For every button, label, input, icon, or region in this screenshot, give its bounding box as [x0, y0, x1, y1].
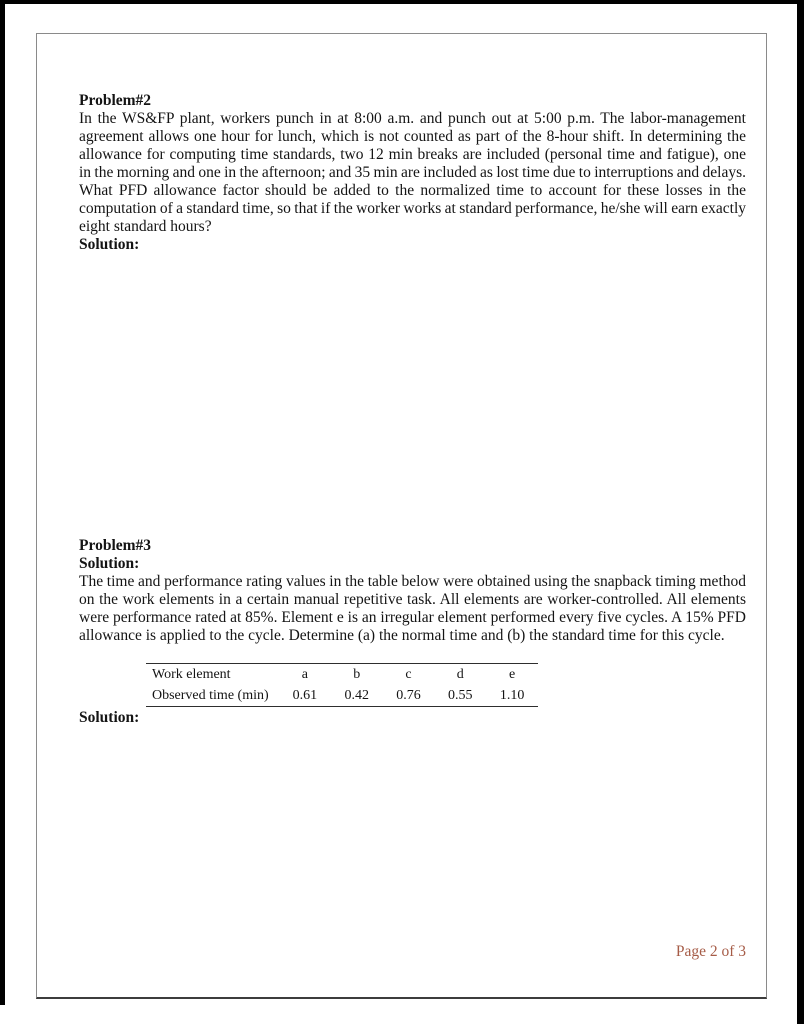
table-cell: 0.42	[344, 688, 369, 703]
paragraph-line: were performance rated at 85%. Element e is an irregular element performed every five cycles. A 15% PFD	[79, 609, 746, 626]
table-row-label: Observed time (min)	[152, 688, 269, 703]
table-cell: 1.10	[499, 688, 525, 703]
problem3-paragraph	[79, 573, 746, 645]
scan-edge-top	[0, 0, 804, 4]
table-cell: 0.61	[292, 688, 318, 703]
observed-time-table	[146, 663, 538, 707]
paragraph-line: The time and performance rating values in the table below were obtained using the snapback timing method	[79, 573, 746, 590]
scan-edge-right	[797, 0, 804, 1024]
paragraph-line: in the morning and one in the afternoon; and 35 min are included as lost time due to interruptions and delays.	[79, 164, 746, 181]
table-row-label: Work element	[152, 667, 231, 682]
problem2-paragraph	[79, 110, 746, 236]
paragraph-line: eight standard hours?	[79, 218, 212, 235]
table-cell: 0.55	[448, 688, 473, 703]
document-page	[36, 33, 767, 999]
table-row-cells	[279, 685, 538, 706]
table-cell: d	[456, 667, 464, 682]
problem2-heading: Problem#2	[79, 92, 152, 109]
table-row-header	[146, 664, 538, 685]
table-cell: c	[405, 667, 412, 682]
paragraph-line: What PFD allowance factor should be added to the normalized time to account for these losses in the	[79, 182, 746, 199]
problem3-solution-label-2: Solution:	[79, 709, 140, 726]
table-row-values	[146, 685, 538, 706]
paragraph-line: In the WS&FP plant, workers punch in at 8:00 a.m. and punch out at 5:00 p.m. The labor-management	[79, 110, 746, 127]
problem2-solution-label: Solution:	[79, 236, 140, 253]
page-number: Page 2 of 3	[675, 943, 746, 960]
table-cell: e	[508, 667, 516, 682]
paragraph-line: on the work elements in a certain manual repetitive task. All elements are worker-controlled. All elements	[79, 591, 746, 608]
problem3-solution-label: Solution:	[79, 555, 140, 572]
scan-edge-left	[0, 0, 5, 1005]
table-cell: 0.76	[396, 688, 421, 703]
problem3-heading: Problem#3	[79, 537, 152, 554]
paragraph-line: allowance is applied to the cycle. Determine (a) the normal time and (b) the standard time for this cycle.	[79, 627, 725, 644]
paragraph-line: computation of a standard time, so that if the worker works at standard performance, he/she will earn exactly	[79, 200, 746, 217]
table-cell: a	[301, 667, 308, 682]
paragraph-line: agreement allows one hour for lunch, which is not counted as part of the 8-hour shift. In determining the	[79, 128, 746, 145]
table-cell: b	[353, 667, 361, 682]
paragraph-line: allowance for computing time standards, two 12 min breaks are included (personal time and fatigue), one	[79, 146, 746, 163]
page-content	[37, 34, 766, 997]
table-row-cells	[279, 664, 538, 685]
